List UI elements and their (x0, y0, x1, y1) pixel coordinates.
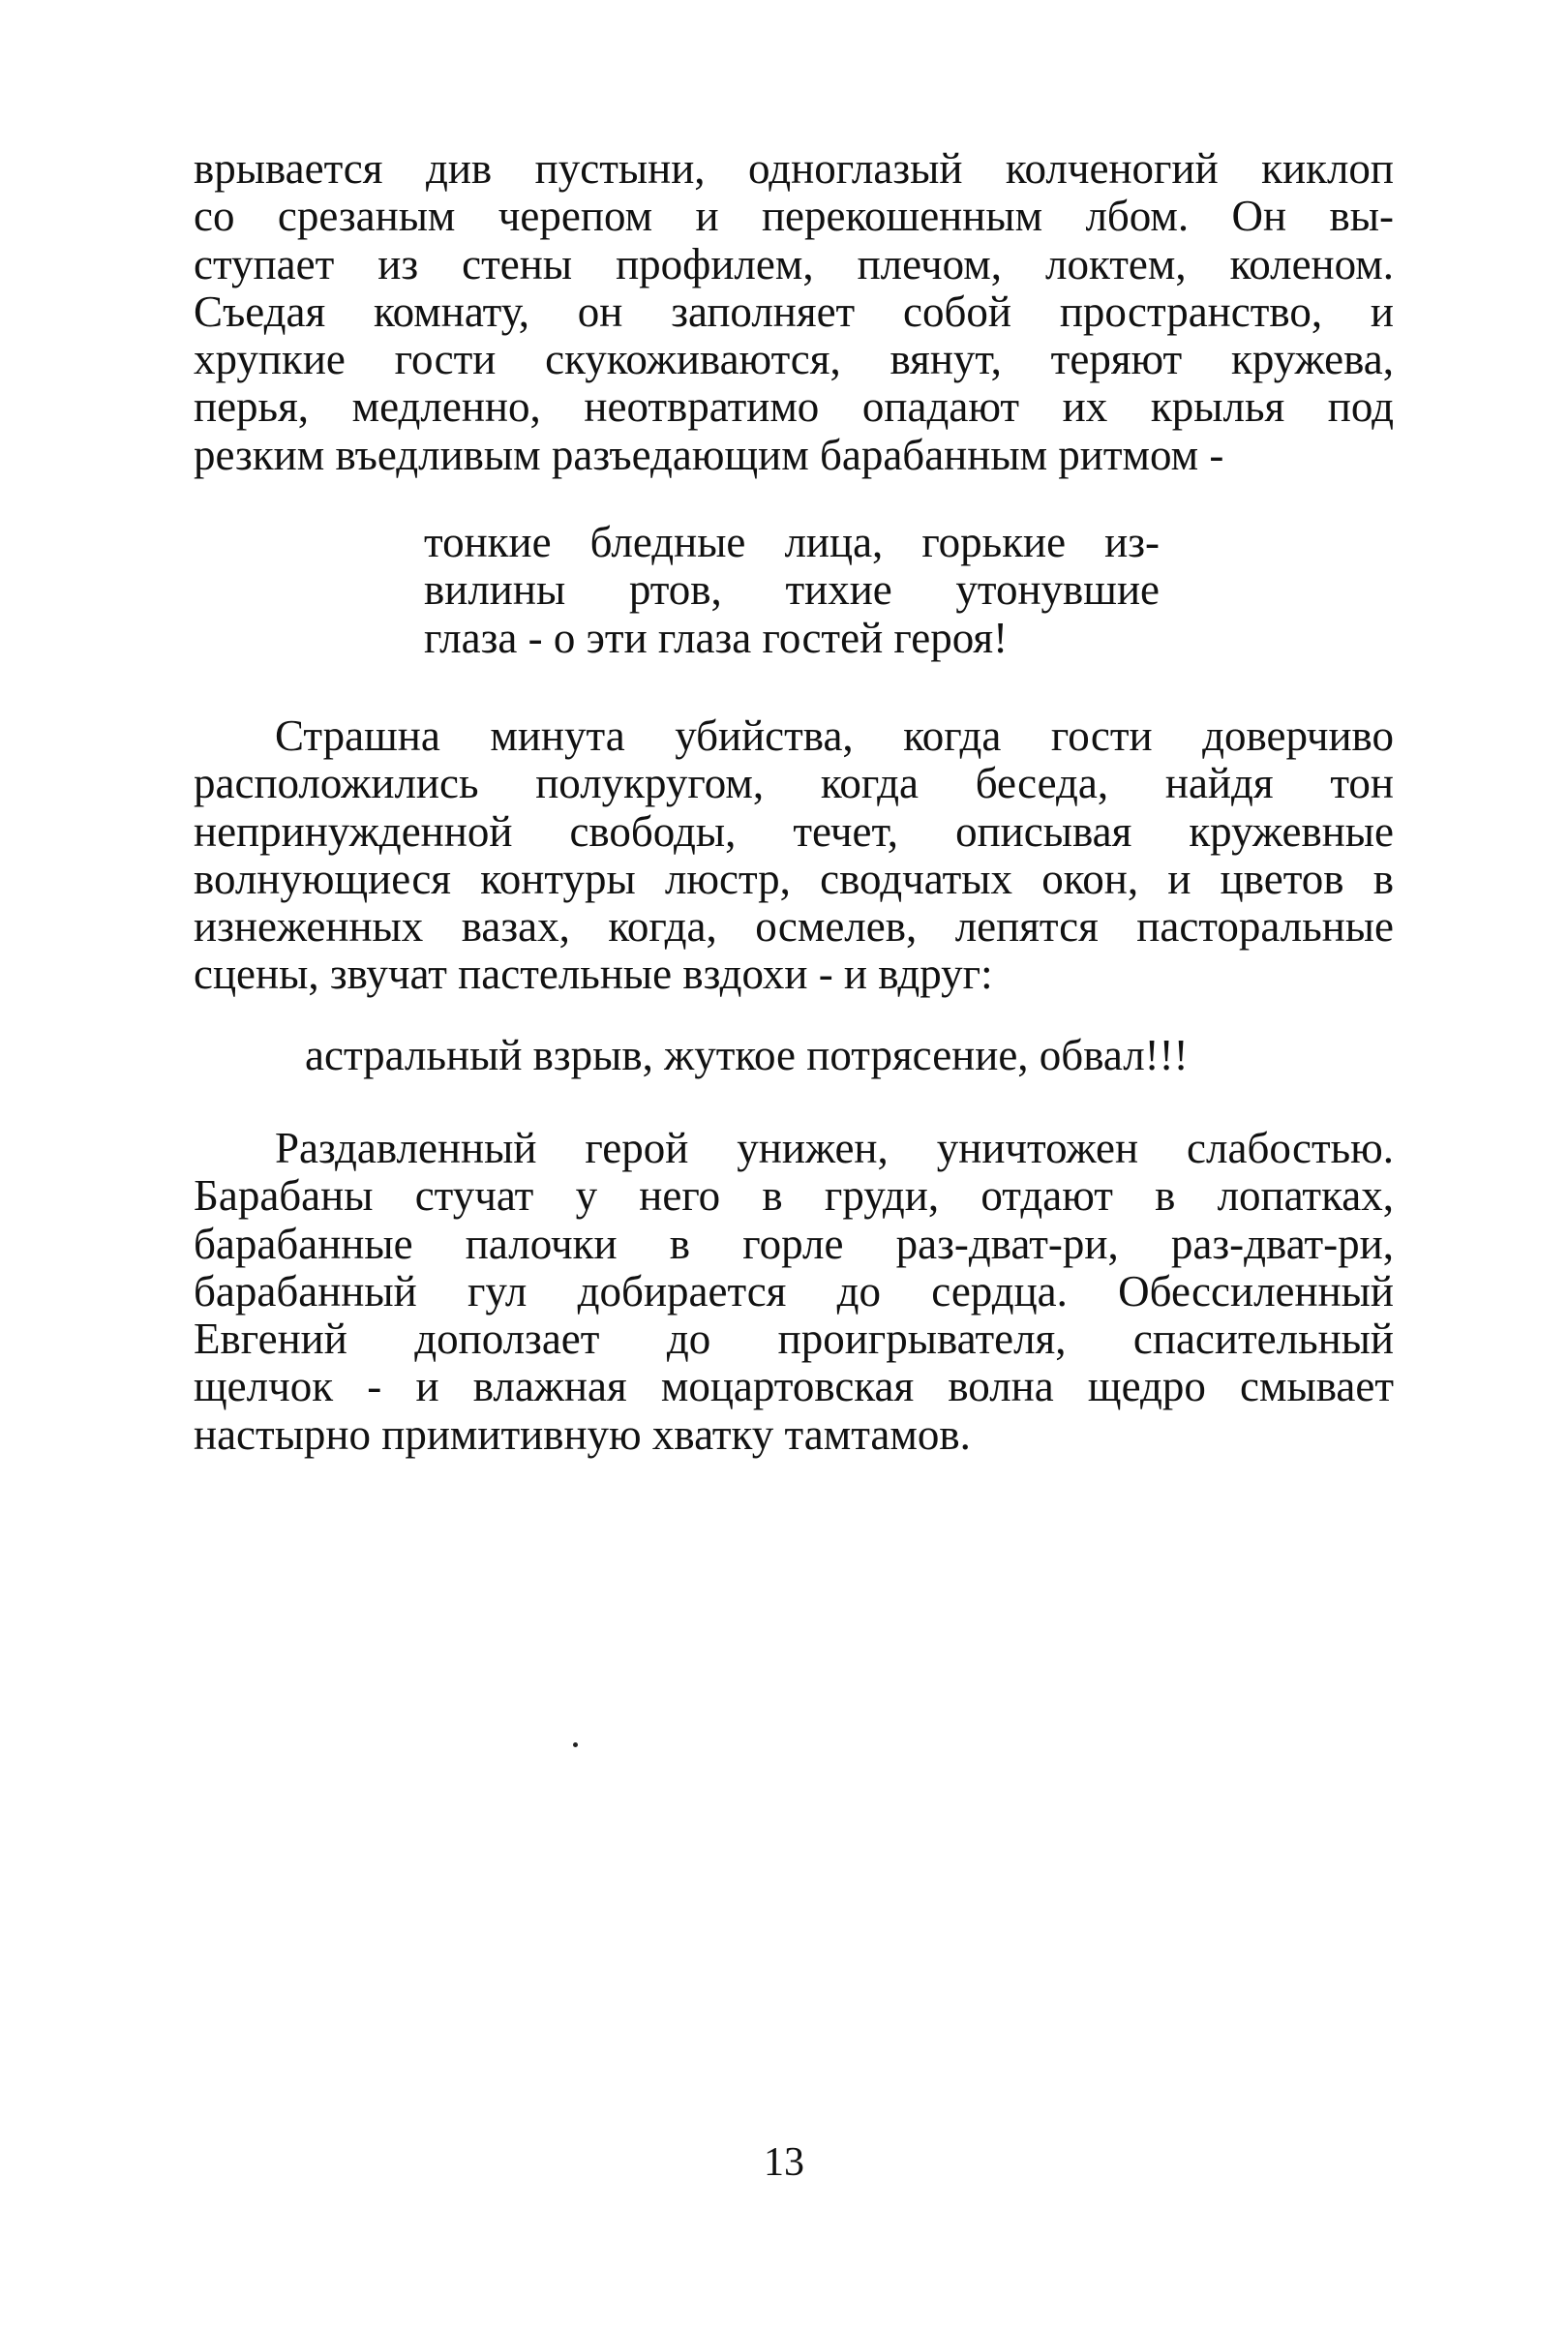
text-line: врывается див пустыни, одноглазый колченогий киклоп (194, 144, 1394, 193)
text-line: Раздавленный герой унижен, уничтожен слабостью. (275, 1124, 1394, 1172)
text-line: изнеженных вазах, когда, осмелев, лепятся пасторальные (194, 902, 1394, 952)
text-line: настырно примитивную хватку тамтамов. (194, 1409, 971, 1459)
text-line: резким въедливым разъедающим барабанным ритмом - (194, 430, 1224, 479)
text-line: щелчок - и влажная моцартовская волна щедро смывает (194, 1362, 1394, 1411)
text-line: астральный взрыв, жуткое потрясение, обвал!!! (305, 1031, 1189, 1079)
stray-dot (573, 1742, 578, 1747)
paragraph-3 (194, 1125, 1394, 1459)
text-line: барабанный гул добирается до сердца. Обессиленный (194, 1266, 1394, 1316)
text-line: перья, медленно, неотвратимо опадают их крылья под (194, 382, 1394, 432)
text-line: расположились полукругом, когда беседа, найдя тон (194, 759, 1394, 808)
paragraph-2 (194, 712, 1394, 999)
quoted-verse (424, 519, 1160, 662)
text-line: Евгений доползает до проигрывателя, спасительный (194, 1315, 1394, 1364)
verse-line: глаза - о эти глаза гостей героя! (424, 613, 1009, 662)
emphasis-line (305, 1032, 1273, 1079)
text-line: хрупкие гости скукоживаются, вянут, теряют кружева, (194, 335, 1394, 384)
text-line: Съедая комнату, он заполняет собой пространство, и (194, 287, 1394, 336)
text-line: Барабаны стучат у него в груди, отдают в лопатках, (194, 1171, 1394, 1221)
text-line: волнующиеся контуры люстр, сводчатых окон, и цветов в (194, 854, 1394, 903)
verse-line: вилины ртов, тихие утонувшие (424, 565, 1160, 615)
text-line: со срезаным черепом и перекошенным лбом. Он вы- (194, 192, 1394, 241)
text-line: непринужденной свободы, течет, описывая кружевные (194, 806, 1394, 856)
text-line: сцены, звучат пастельные вздохи - и вдруг: (194, 950, 993, 999)
page-number: 13 (764, 2140, 804, 2185)
paragraph-1 (194, 145, 1394, 479)
text-line: Страшна минута убийства, когда гости доверчиво (275, 711, 1394, 760)
verse-line: тонкие бледные лица, горькие из- (424, 518, 1160, 566)
text-line: барабанные палочки в горле раз-дват-ри, раз-дват-ри, (194, 1219, 1394, 1268)
text-line: ступает из стены профилем, плечом, локтем, коленом. (194, 239, 1394, 288)
